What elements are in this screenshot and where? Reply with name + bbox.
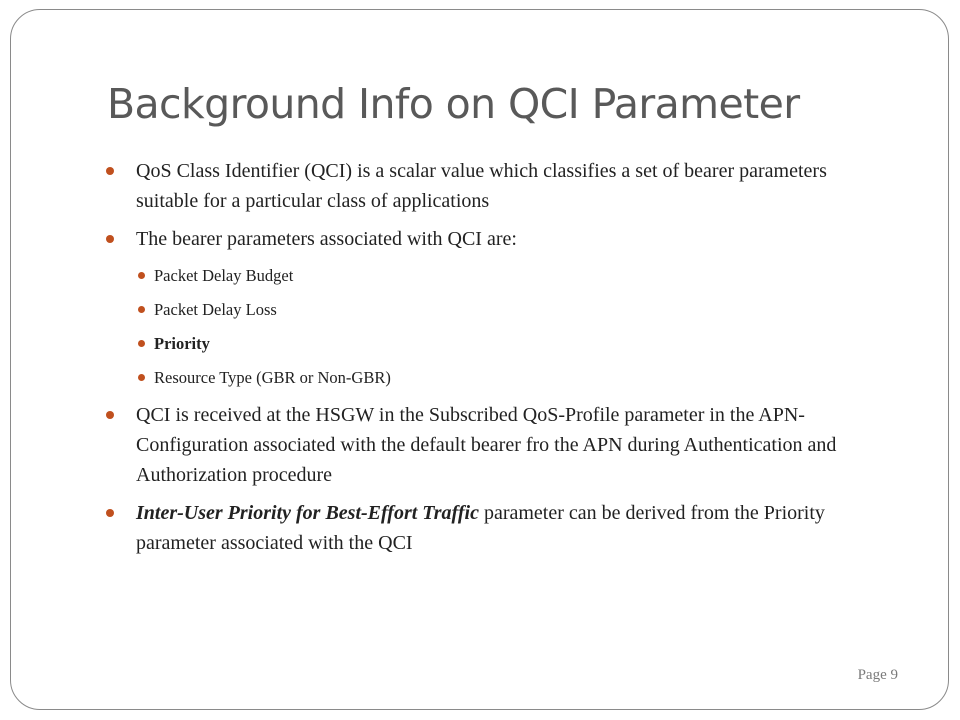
slide-content	[105, 156, 885, 558]
sub-bullet-text: Priority	[154, 334, 210, 353]
sub-bullet-item	[105, 332, 885, 356]
bullet-dot-icon	[106, 411, 114, 419]
bullet-text: QCI is received at the HSGW in the Subscribed QoS-Profile parameter in the APN-Configuration associated with the default bearer fro the APN during Authentication and Authorization procedure	[136, 404, 837, 486]
page-number: Page 9	[857, 667, 898, 683]
bullet-dot-icon	[138, 340, 145, 347]
emphasis-text: Inter-User Priority for Best-Effort Traffic	[136, 502, 479, 524]
bullet-item-bearer-params	[105, 224, 885, 254]
slide-title: Background Info on QCI Parameter	[107, 80, 800, 128]
bullet-dot-icon	[138, 306, 145, 313]
bullet-dot-icon	[106, 509, 114, 517]
sub-bullet-text: Resource Type (GBR or Non-GBR)	[154, 368, 391, 387]
bullet-text: The bearer parameters associated with QCI are:	[136, 228, 517, 250]
sub-bullet-item	[105, 298, 885, 322]
sub-bullet-text: Packet Delay Budget	[154, 266, 294, 285]
bullet-item-qci-received	[105, 400, 885, 490]
bullet-dot-icon	[138, 374, 145, 381]
bullet-dot-icon	[106, 235, 114, 243]
sub-bullet-item	[105, 264, 885, 288]
bullet-dot-icon	[138, 272, 145, 279]
bullet-text: QoS Class Identifier (QCI) is a scalar value which classifies a set of bearer parameters suitable for a particular class of applications	[136, 160, 827, 212]
sub-bullet-text: Packet Delay Loss	[154, 300, 277, 319]
bullet-item-qci-definition	[105, 156, 885, 216]
bullet-text: parameter can be derived from the Priority parameter associated with the QCI	[136, 502, 825, 554]
bullet-dot-icon	[106, 167, 114, 175]
bullet-item-inter-user-priority	[105, 498, 885, 558]
sub-bullet-item	[105, 366, 885, 390]
